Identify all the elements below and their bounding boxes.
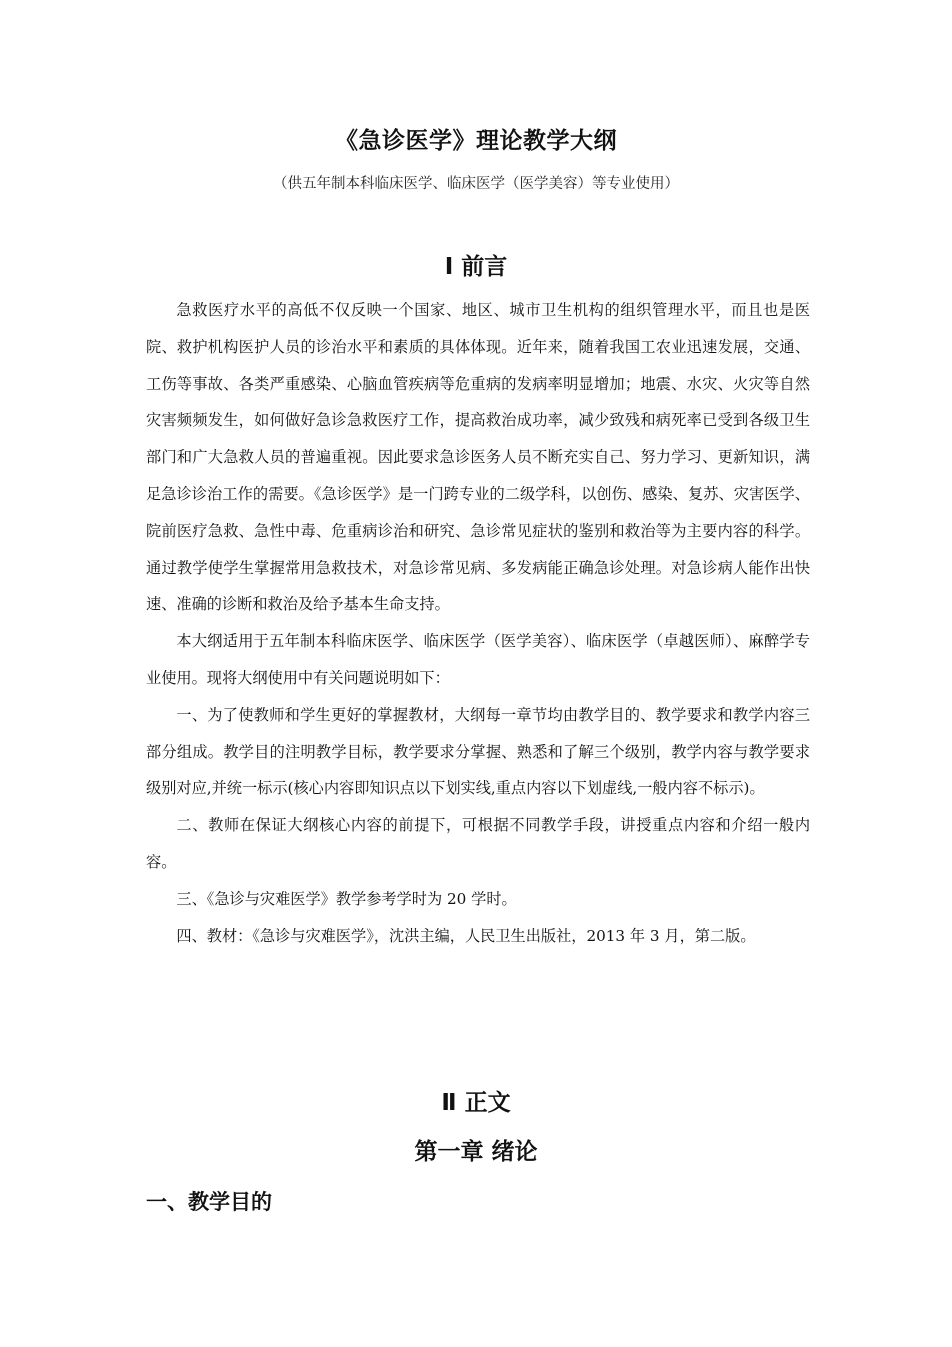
document-subtitle: （供五年制本科临床医学、临床医学（医学美容）等专业使用） [273,176,679,192]
paragraph: 三、《急诊与灾难医学》教学参考学时为 20 学时。 [176,889,517,908]
section-heading: 一、教学目的 [146,1190,272,1214]
paragraph: 一、为了使教师和学生更好的掌握教材，大纲每一章节均由教学目的、教学要求和教学内容三部分组成。教学目的注明教学目标，教学要求分掌握、熟悉和了解三个级别，教学内容与教学要求级别对应,并统一标示(核心内容即知识点以下划实线,重点内容以下划虚线,一般内容不标示)。 [146,705,810,798]
body-heading: Ⅱ 正文 [441,1090,511,1116]
paragraph: 急救医疗水平的高低不仅反映一个国家、地区、城市卫生机构的组织管理水平，而且也是医院、救护机构医护人员的诊治水平和素质的具体体现。近年来，随着我国工农业迅速发展，交通、工伤等事故、各类严重感染、心脑血管疾病等危重病的发病率明显增加；地震、水灾、火灾等自然灾害频频发生，如何做好急诊急救医疗工作，提高救治成功率，减少致残和病死率已受到各级卫生部门和广大急救人员的普遍重视。因此要求急诊医务人员不断充实自己、努力学习、更新知识，满足急诊诊治工作的需要。《急诊医学》是一门跨专业的二级学科，以创伤、感染、复苏、灾害医学、院前医疗急救、急性中毒、危重病诊治和研究、急诊常见症状的鉴别和救治等为主要内容的科学。通过教学使学生掌握常用急救技术，对急诊常见病、多发病能正确急诊处理。对急诊病人能作出快速、准确的诊断和救治及给予基本生命支持。 [146,301,810,614]
chapter-heading: 第一章 绪论 [414,1139,538,1165]
paragraph: 二、教师在保证大纲核心内容的前提下，可根据不同教学手段，讲授重点内容和介绍一般内容。 [146,816,810,871]
preface-heading: Ⅰ 前言 [444,254,508,280]
preface-content [146,292,810,954]
paragraph: 本大纲适用于五年制本科临床医学、临床医学（医学美容）、临床医学（卓越医师）、麻醉学专业使用。现将大纲使用中有关问题说明如下： [146,632,810,687]
document-title: 《急诊医学》理论教学大纲 [335,128,617,154]
paragraph: 四、教材：《急诊与灾难医学》，沈洪主编，人民卫生出版社，2013 年 3 月，第二版。 [176,926,756,945]
